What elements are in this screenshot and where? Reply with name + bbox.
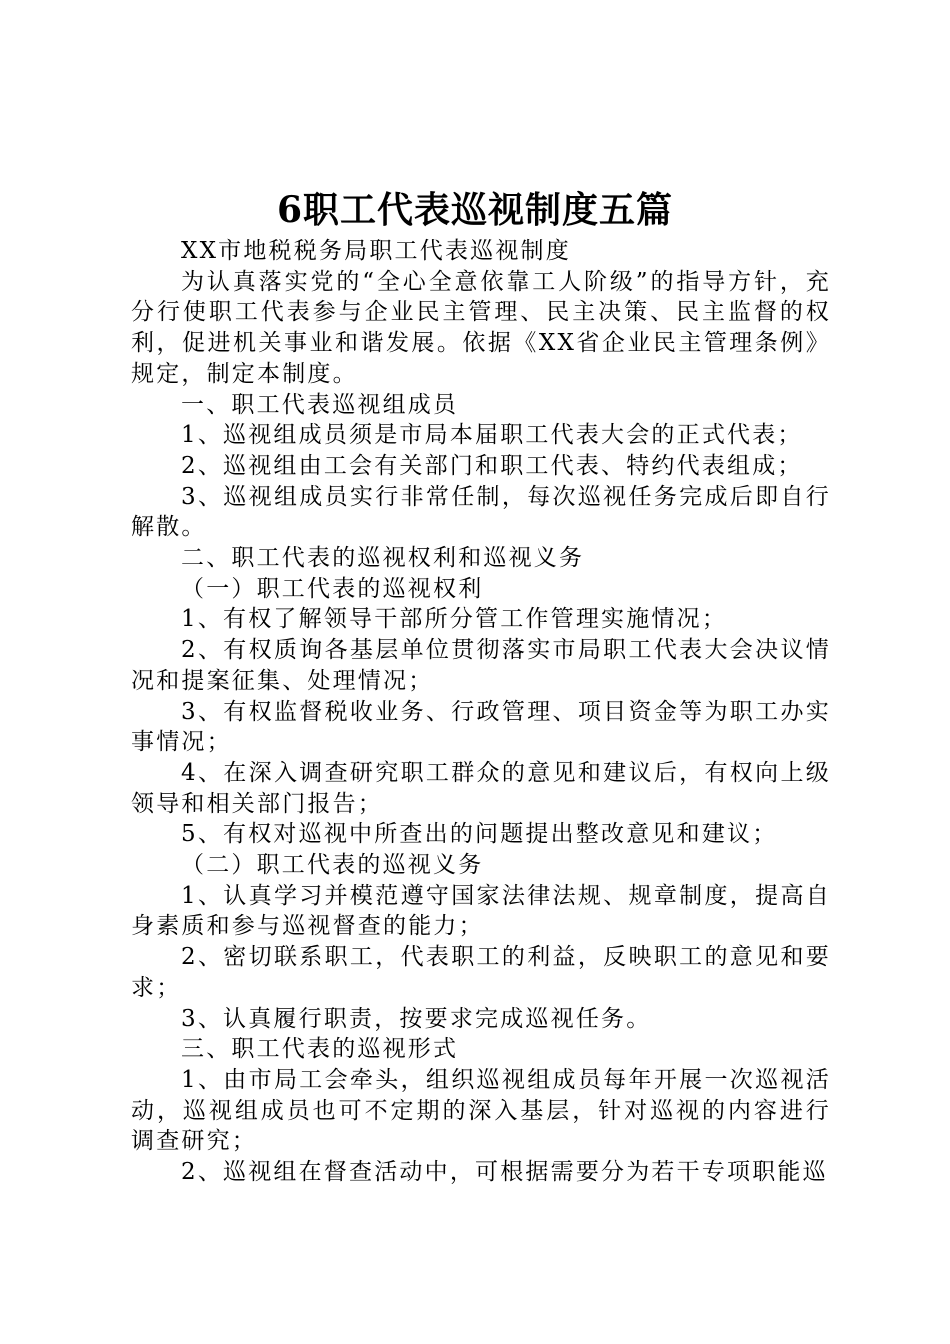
paragraph-item: 4、在深入调查研究职工群众的意见和建议后，有权向上级领导和相关部门报告； <box>131 759 831 817</box>
paragraph-item: 3、巡视组成员实行非常任制，每次巡视任务完成后即自行解散。 <box>131 483 831 541</box>
paragraph-item: 1、认真学习并模范遵守国家法律法规、规章制度，提高自身素质和参与巡视督查的能力； <box>131 882 831 940</box>
subsection-heading-duties: （二）职工代表的巡视义务 <box>181 852 484 879</box>
paragraph-subtitle: XX市地税税务局职工代表巡视制度 <box>181 238 571 264</box>
document-title: 6职工代表巡视制度五篇 <box>276 189 674 231</box>
paragraph-item: 3、认真履行职责，按要求完成巡视任务。 <box>181 1005 652 1032</box>
paragraph-item: 1、由市局工会牵头，组织巡视组成员每年开展一次巡视活动，巡视组成员也可不定期的深入基层，针对巡视的内容进行调查研究； <box>131 1066 831 1155</box>
paragraph-item: 2、有权质询各基层单位贯彻落实市局职工代表大会决议情况和提案征集、处理情况； <box>131 637 831 694</box>
paragraph-item: 3、有权监督税收业务、行政管理、项目资金等为职工办实事情况； <box>131 698 831 756</box>
document-body <box>131 236 831 1188</box>
paragraph-item: 2、巡视组由工会有关部门和职工代表、特约代表组成； <box>181 452 803 479</box>
paragraph-item: 1、有权了解领导干部所分管工作管理实施情况； <box>181 606 728 633</box>
paragraph-item: 5、有权对巡视中所查出的问题提出整改意见和建议； <box>181 821 778 848</box>
section-heading-members: 一、职工代表巡视组成员 <box>181 391 459 418</box>
section-heading-forms: 三、职工代表的巡视形式 <box>181 1036 459 1063</box>
paragraph-item: 2、密切联系职工，代表职工的利益，反映职工的意见和要求； <box>131 944 831 1001</box>
paragraph-item: 1、巡视组成员须是市局本届职工代表大会的正式代表； <box>181 422 803 449</box>
subsection-heading-rights: （一）职工代表的巡视权利 <box>181 575 484 602</box>
paragraph-item: 2、巡视组在督查活动中，可根据需要分为若干专项职能巡 <box>181 1159 828 1186</box>
section-heading-rights-duties: 二、职工代表的巡视权利和巡视义务 <box>181 545 585 572</box>
paragraph-preamble: 为认真落实党的“全心全意依靠工人阶级”的指导方针，充分行使职工代表参与企业民主管理、民主决策、民主监督的权利，促进机关事业和谐发展。依据《XX省企业民主管理条例》规定，制定本制度。 <box>131 268 831 387</box>
